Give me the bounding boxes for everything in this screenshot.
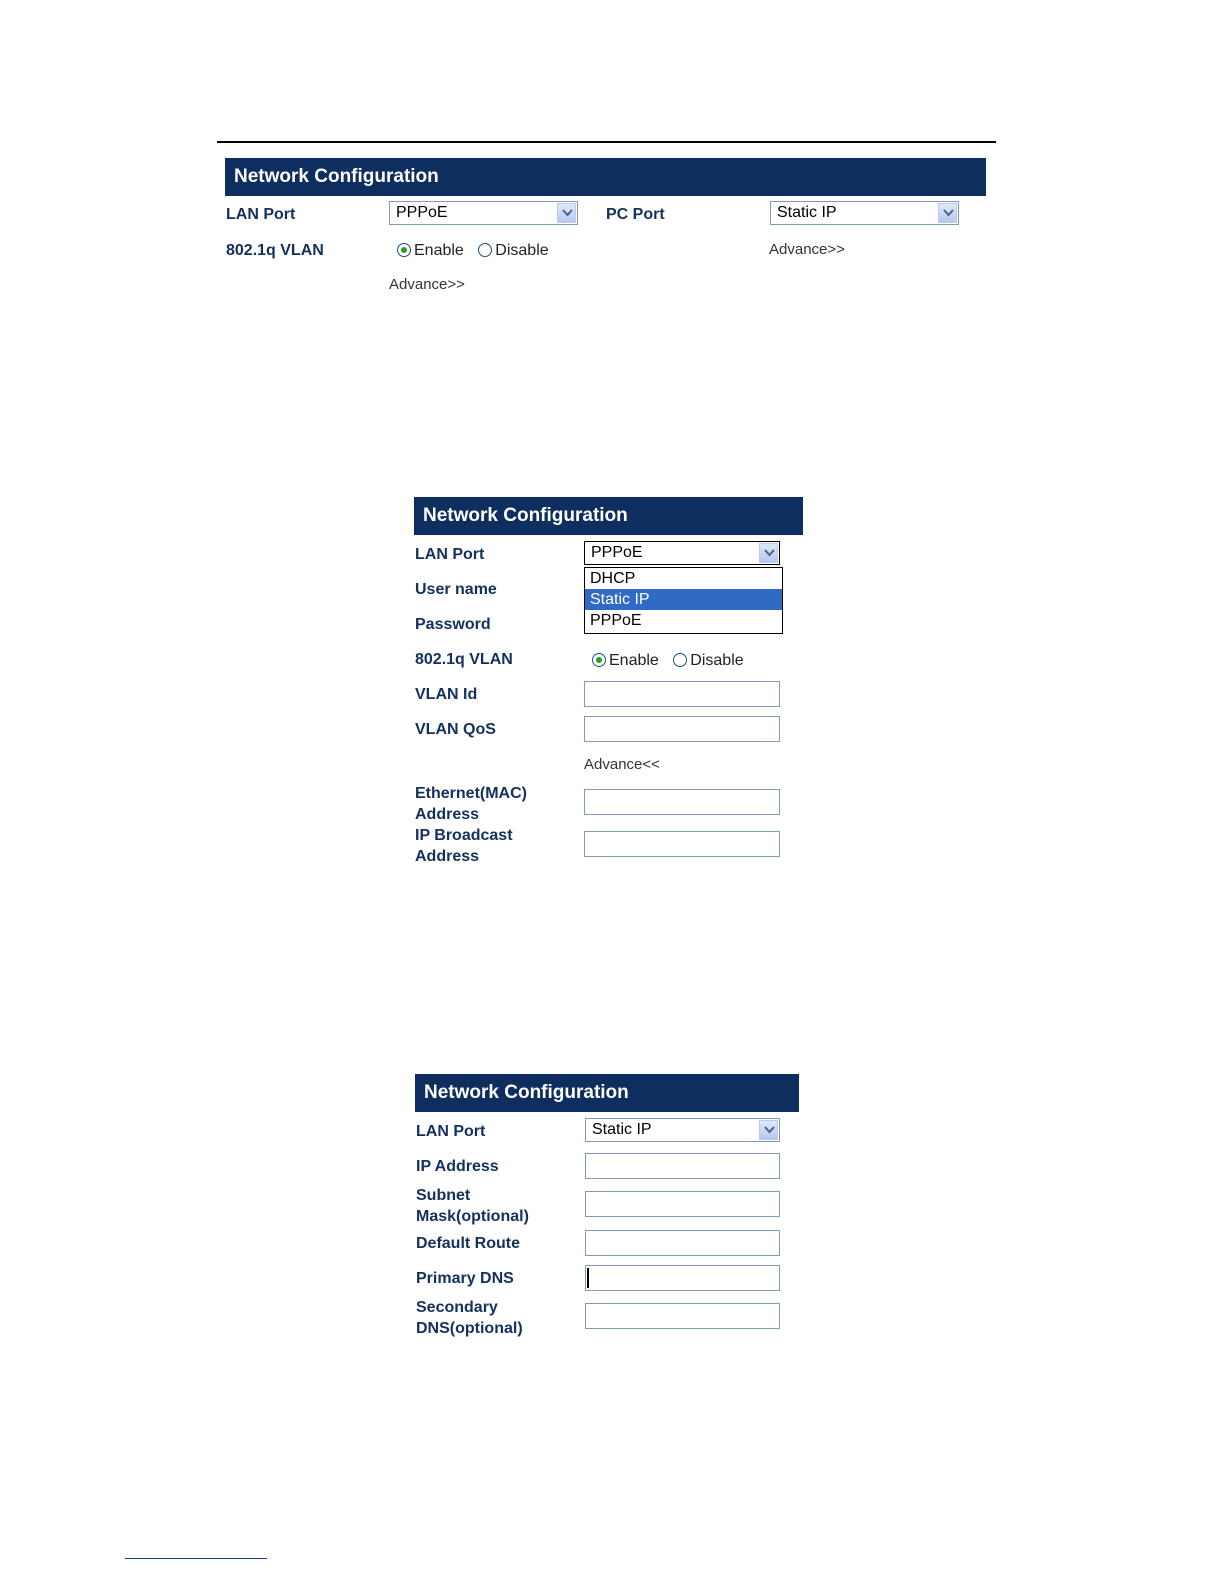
mac-address-label-line2: Address	[415, 806, 480, 823]
default-route-label: Default Route	[416, 1235, 520, 1252]
lan-port-select-value: PPPoE	[396, 204, 448, 221]
chevron-down-icon[interactable]	[557, 203, 576, 223]
username-label: User name	[415, 581, 497, 598]
secondary-dns-label	[416, 1297, 523, 1339]
dropdown-option-pppoe[interactable]: PPPoE	[590, 612, 642, 629]
vlan-qos-input[interactable]	[584, 716, 780, 742]
lan-port-label: LAN Port	[416, 1123, 486, 1140]
panel-1-title: Network Configuration	[225, 158, 986, 196]
pc-port-label: PC Port	[606, 206, 665, 223]
lan-port-select[interactable]	[585, 1118, 780, 1142]
subnet-mask-label-line1: Subnet	[416, 1187, 471, 1204]
vlan-radio-group	[397, 241, 559, 261]
vlan-disable-label: Disable	[690, 652, 744, 669]
vlan-label: 802.1q VLAN	[415, 651, 513, 668]
vlan-enable-radio[interactable]	[397, 243, 411, 257]
secondary-dns-label-line2: DNS(optional)	[416, 1320, 523, 1337]
primary-dns-input[interactable]	[585, 1265, 780, 1291]
vlan-enable-radio[interactable]	[592, 653, 606, 667]
pc-port-select-value: Static IP	[777, 204, 837, 221]
password-label: Password	[415, 616, 491, 633]
vlan-label: 802.1q VLAN	[226, 242, 324, 259]
footer-rule	[125, 1558, 267, 1559]
panel-2-title: Network Configuration	[414, 497, 803, 535]
primary-dns-label: Primary DNS	[416, 1270, 514, 1287]
broadcast-address-label-line1: IP Broadcast	[415, 827, 513, 844]
text-cursor	[587, 1268, 589, 1288]
mac-address-input[interactable]	[584, 789, 780, 815]
lan-port-select-value: Static IP	[592, 1121, 652, 1138]
lan-port-dropdown	[584, 567, 783, 634]
vlan-id-input[interactable]	[584, 681, 780, 707]
vlan-disable-radio[interactable]	[673, 653, 687, 667]
dropdown-option-static-ip[interactable]: Static IP	[585, 589, 782, 610]
chevron-down-icon[interactable]	[759, 543, 778, 563]
vlan-disable-label: Disable	[495, 242, 549, 259]
chevron-down-icon[interactable]	[938, 203, 957, 223]
mac-address-label	[415, 783, 527, 825]
pc-advance-link[interactable]: Advance>>	[769, 241, 845, 258]
dropdown-option-dhcp[interactable]: DHCP	[590, 570, 636, 587]
ip-address-label: IP Address	[416, 1158, 499, 1175]
secondary-dns-input[interactable]	[585, 1303, 780, 1329]
vlan-disable-radio[interactable]	[478, 243, 492, 257]
subnet-mask-label-line2: Mask(optional)	[416, 1208, 529, 1225]
subnet-mask-input[interactable]	[585, 1191, 780, 1217]
vlan-qos-label: VLAN QoS	[415, 721, 496, 738]
lan-advance-link[interactable]: Advance>>	[389, 276, 465, 293]
vlan-enable-label: Enable	[414, 242, 464, 259]
mac-address-label-line1: Ethernet(MAC)	[415, 785, 527, 802]
broadcast-address-input[interactable]	[584, 831, 780, 857]
secondary-dns-label-line1: Secondary	[416, 1299, 498, 1316]
lan-port-select-value: PPPoE	[591, 544, 643, 561]
top-rule	[217, 141, 996, 143]
vlan-id-label: VLAN Id	[415, 686, 478, 703]
lan-port-label: LAN Port	[226, 206, 296, 223]
vlan-enable-label: Enable	[609, 652, 659, 669]
pc-port-select[interactable]	[770, 201, 959, 225]
broadcast-address-label	[415, 825, 513, 867]
subnet-mask-label	[416, 1185, 529, 1227]
advance-collapse-link[interactable]: Advance<<	[584, 756, 660, 773]
ip-address-input[interactable]	[585, 1153, 780, 1179]
vlan-radio-group	[592, 651, 754, 671]
panel-3-title: Network Configuration	[415, 1074, 799, 1112]
chevron-down-icon[interactable]	[759, 1120, 778, 1140]
broadcast-address-label-line2: Address	[415, 848, 480, 865]
lan-port-select[interactable]	[584, 541, 780, 565]
default-route-input[interactable]	[585, 1230, 780, 1256]
lan-port-label: LAN Port	[415, 546, 485, 563]
lan-port-select[interactable]	[389, 201, 578, 225]
